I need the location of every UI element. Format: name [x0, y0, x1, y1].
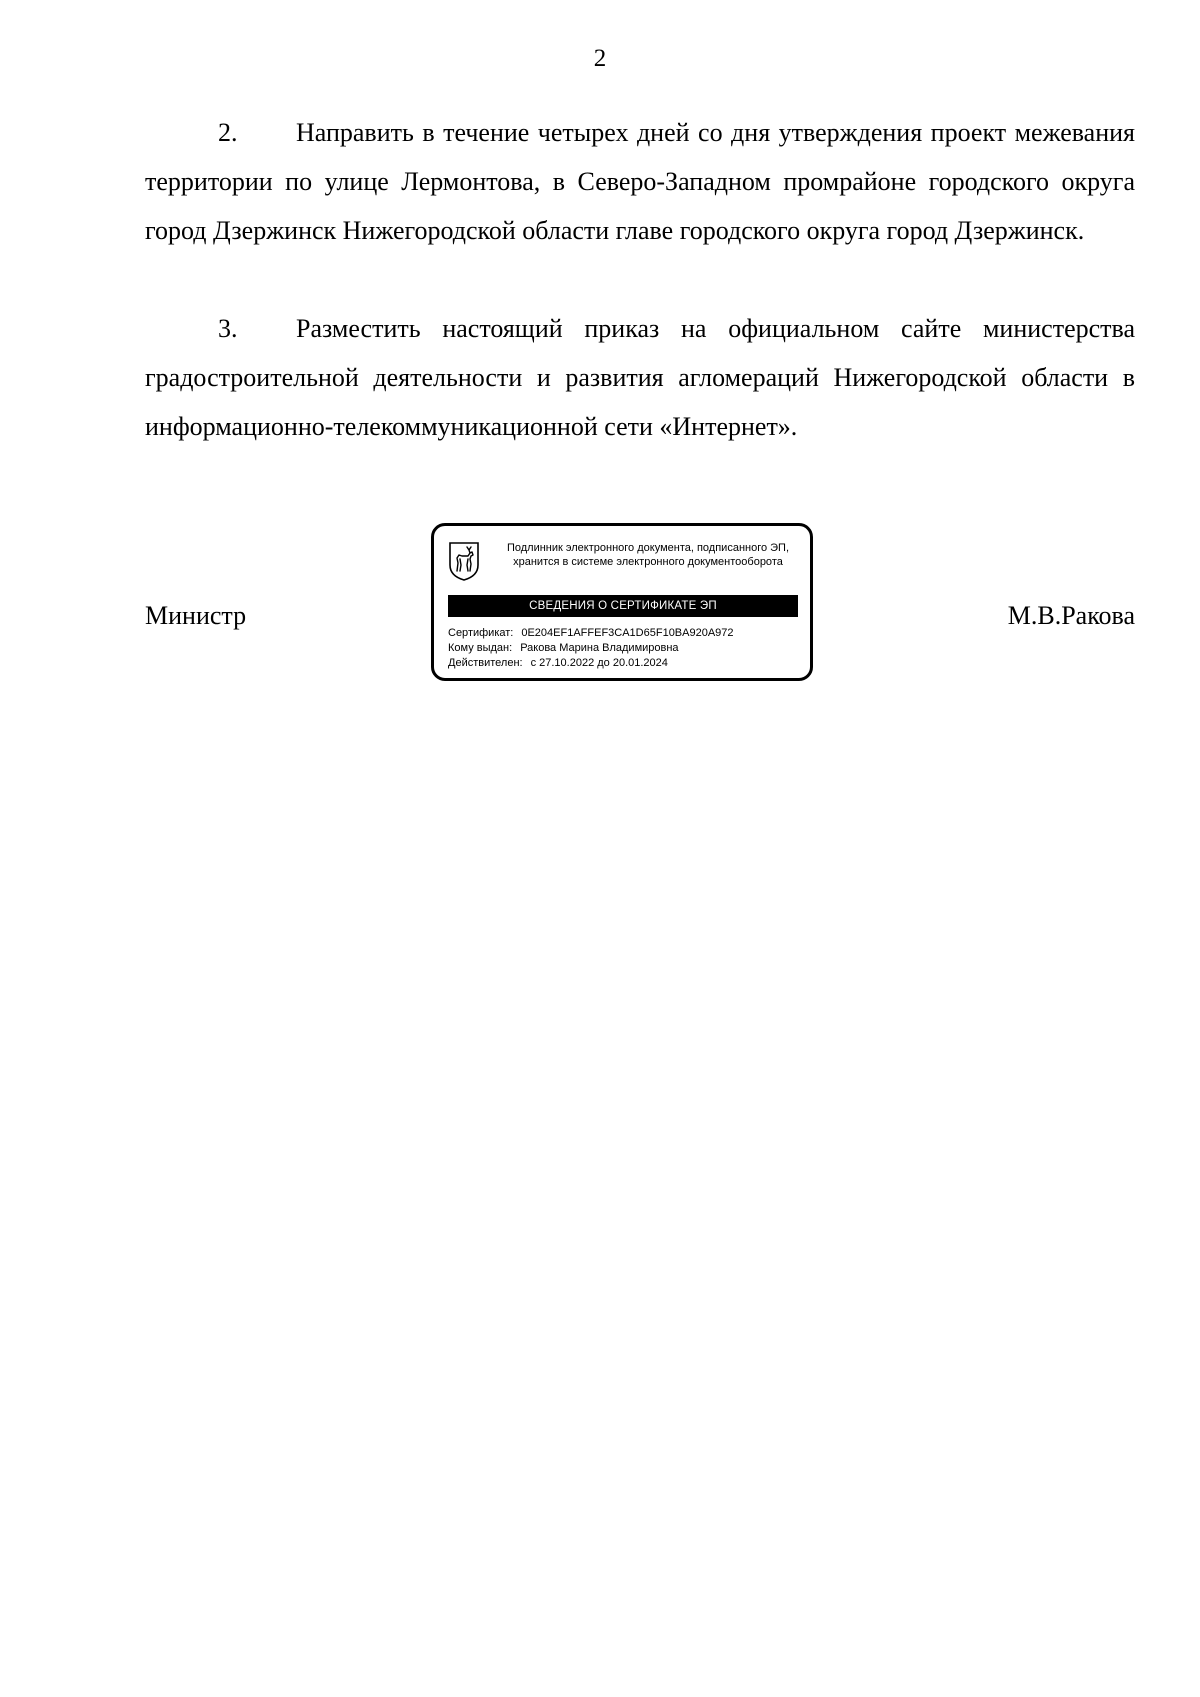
paragraph-2 — [145, 108, 1135, 255]
stamp-title: СВЕДЕНИЯ О СЕРТИФИКАТЕ ЭП — [448, 595, 798, 617]
validity-value: с 27.10.2022 до 20.01.2024 — [530, 657, 668, 669]
signatory-name: М.В.Ракова — [1007, 601, 1135, 630]
validity-label: Действителен: — [448, 657, 523, 669]
certificate-value: 0E204EF1AFFEF3CA1D65F10BA920A972 — [521, 627, 734, 639]
paragraph-number: 2. — [218, 118, 238, 147]
paragraph-number: 3. — [218, 314, 238, 343]
e-signature-stamp — [431, 523, 813, 681]
issued-to-label: Кому выдан: — [448, 642, 513, 654]
stamp-details — [448, 626, 734, 671]
stamp-header-line: хранится в системе электронного документооборота — [513, 556, 783, 568]
stamp-header-line: Подлинник электронного документа, подписанного ЭП, — [506, 542, 790, 554]
page-number: 2 — [593, 45, 607, 72]
issued-to-row — [448, 641, 734, 656]
paragraph-text: Разместить настоящий приказ на официальном сайте министерства градостроительной деятельности и развития агломераций Нижегородской области в информационно-телекоммуникационной сети «Интернет». — [145, 314, 1135, 441]
validity-row — [448, 656, 734, 671]
certificate-label: Сертификат: — [448, 627, 514, 639]
coat-of-arms-deer-icon — [448, 541, 480, 581]
paragraph-text: Направить в течение четырех дней со дня утверждения проект межевания территории по улице Лермонтова, в Северо-Западном промрайоне городского округа город Дзержинск Нижегородской области главе городского округа город Дзержинск. — [145, 118, 1135, 245]
stamp-header — [490, 541, 806, 569]
paragraph-3 — [145, 304, 1135, 451]
signatory-role: Министр — [145, 601, 247, 630]
issued-to-value: Ракова Марина Владимировна — [520, 642, 679, 654]
certificate-row — [448, 626, 734, 641]
